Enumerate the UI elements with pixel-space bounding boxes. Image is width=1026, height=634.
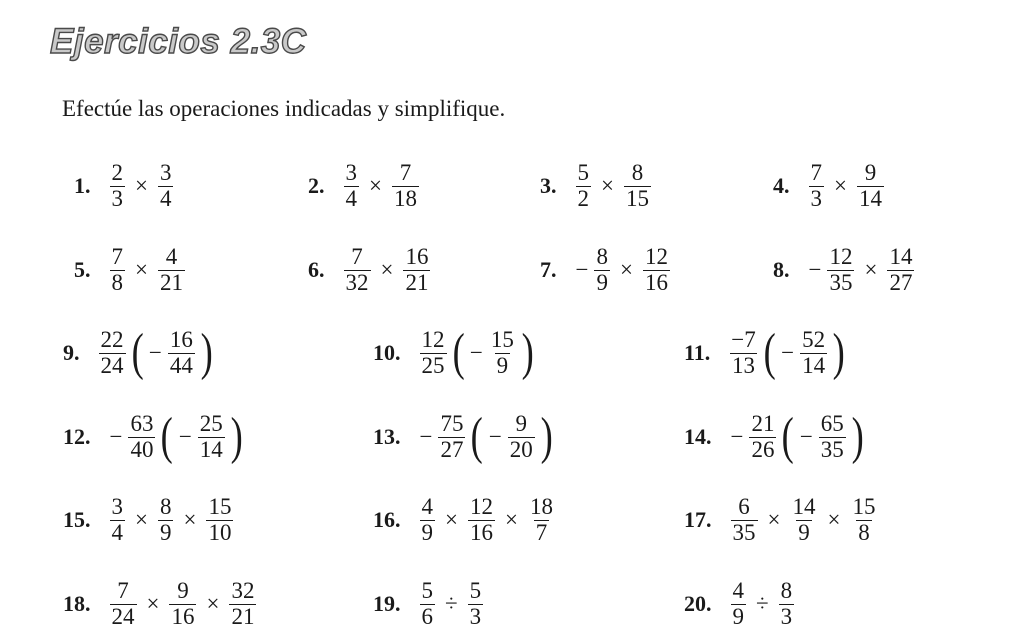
fraction — [819, 412, 846, 461]
numerator: 7 — [810, 160, 822, 186]
fraction — [790, 495, 817, 544]
denominator: 14 — [199, 436, 223, 462]
numerator: 7 — [117, 578, 129, 604]
exercise-item — [74, 240, 188, 300]
fraction — [206, 495, 233, 544]
denominator: 40 — [130, 436, 154, 462]
close-paren: ) — [540, 408, 553, 465]
numerator: 63 — [130, 411, 154, 437]
denominator: 10 — [208, 519, 232, 545]
denominator: 24 — [111, 603, 135, 629]
exercise-number: 16. — [373, 507, 401, 532]
minus-sign: − — [178, 424, 192, 449]
exercise-expression — [417, 579, 487, 628]
exercise-expression — [341, 161, 422, 210]
numerator: 9 — [177, 578, 189, 604]
denominator: 14 — [858, 185, 882, 211]
denominator: 4 — [159, 185, 172, 211]
exercise-expression — [573, 161, 654, 210]
denominator: 16 — [171, 603, 195, 629]
denominator: 14 — [802, 352, 826, 378]
numerator: 6 — [738, 494, 750, 520]
denominator: 35 — [829, 269, 853, 295]
multiplication-sign: × — [206, 591, 220, 616]
numerator: 7 — [399, 160, 412, 186]
fraction — [403, 245, 430, 294]
fraction — [857, 161, 884, 210]
fraction — [128, 412, 155, 461]
denominator: 26 — [751, 436, 775, 462]
fraction — [99, 328, 126, 377]
exercise-item — [684, 323, 847, 383]
minus-sign: − — [781, 340, 795, 365]
open-paren: ( — [763, 324, 776, 381]
numerator: 7 — [111, 244, 123, 270]
exercise-number: 5. — [74, 257, 91, 282]
denominator: 4 — [345, 185, 357, 211]
fraction — [420, 495, 436, 544]
exercise-number: 6. — [308, 257, 325, 282]
multiplication-sign: × — [369, 173, 382, 198]
fraction — [749, 412, 776, 461]
page-title: Ejercicios 2.3C — [50, 22, 307, 61]
exercise-number: 13. — [373, 424, 401, 449]
instructions: Efectúe las operaciones indicadas y simplifique. — [62, 96, 506, 121]
exercise-expression — [417, 324, 537, 381]
multiplication-sign: × — [834, 173, 847, 198]
denominator: 35 — [820, 436, 844, 462]
fraction — [827, 245, 854, 294]
minus-sign: − — [488, 424, 502, 449]
exercise-number: 15. — [63, 507, 91, 532]
fraction — [809, 161, 825, 210]
denominator: 25 — [421, 352, 445, 378]
multiplication-sign: × — [445, 507, 458, 532]
denominator: 6 — [421, 603, 433, 629]
numerator: 16 — [169, 327, 193, 353]
fraction — [438, 412, 465, 461]
fraction — [800, 328, 827, 377]
exercise-item — [308, 156, 422, 216]
denominator: 24 — [100, 352, 124, 378]
denominator: 21 — [231, 603, 255, 629]
minus-sign: − — [808, 257, 822, 282]
numerator: 4 — [421, 494, 433, 520]
fraction — [168, 328, 195, 377]
fraction — [850, 495, 877, 544]
open-paren: ( — [161, 408, 174, 465]
fraction — [729, 328, 757, 377]
fraction — [420, 328, 447, 377]
fraction — [344, 245, 371, 294]
fraction — [594, 245, 610, 294]
exercise-number: 19. — [373, 591, 401, 616]
close-paren: ) — [851, 408, 864, 465]
numerator: 18 — [529, 494, 553, 520]
numerator: 8 — [631, 160, 644, 186]
exercise-expression — [726, 324, 847, 381]
denominator: 3 — [810, 185, 822, 211]
exercise-expression — [107, 579, 260, 628]
numerator: 9 — [515, 411, 528, 437]
fraction — [158, 245, 185, 294]
exercise-item — [540, 156, 654, 216]
numerator: 12 — [829, 244, 853, 270]
numerator: 32 — [231, 578, 255, 604]
denominator: 9 — [421, 519, 433, 545]
minus-sign: − — [148, 340, 162, 365]
open-paren: ( — [131, 324, 144, 381]
numerator: 2 — [111, 160, 123, 186]
numerator: 75 — [440, 411, 464, 437]
denominator: 16 — [644, 269, 668, 295]
exercise-expression — [728, 408, 867, 465]
exercise-expression — [806, 245, 918, 294]
exercise-item — [373, 407, 555, 467]
numerator: 4 — [732, 578, 744, 604]
exercise-number: 3. — [540, 173, 557, 198]
fraction — [110, 495, 126, 544]
close-paren: ) — [200, 324, 213, 381]
fraction — [110, 245, 126, 294]
fraction — [344, 161, 360, 210]
close-paren: ) — [832, 324, 845, 381]
exercise-item — [373, 574, 486, 634]
exercise-item — [63, 323, 215, 383]
denominator: 21 — [159, 269, 183, 295]
numerator: 15 — [208, 494, 232, 520]
multiplication-sign: × — [601, 173, 614, 198]
denominator: 35 — [732, 519, 756, 545]
numerator: 12 — [421, 327, 445, 353]
minus-sign: − — [469, 340, 483, 365]
fraction — [576, 161, 592, 210]
numerator: 8 — [159, 494, 172, 520]
multiplication-sign: × — [827, 507, 841, 532]
minus-sign: − — [799, 424, 813, 449]
exercise-item — [773, 240, 917, 300]
exercise-number: 2. — [308, 173, 325, 198]
fraction — [110, 161, 126, 210]
fraction — [110, 579, 137, 628]
numerator: 21 — [751, 411, 775, 437]
exercise-expression — [417, 495, 558, 544]
denominator: 20 — [509, 436, 533, 462]
exercise-number: 12. — [63, 424, 91, 449]
multiplication-sign: × — [767, 507, 781, 532]
fraction — [643, 245, 670, 294]
numerator: 5 — [469, 578, 482, 604]
minus-sign: − — [575, 257, 589, 282]
exercise-item — [373, 490, 558, 550]
fraction — [392, 161, 419, 210]
denominator: 3 — [469, 603, 482, 629]
denominator: 8 — [858, 519, 870, 545]
fraction — [158, 495, 174, 544]
fraction — [158, 161, 174, 210]
exercise-item — [63, 407, 245, 467]
fraction — [887, 245, 914, 294]
denominator: 7 — [535, 519, 548, 545]
exercise-item — [684, 407, 866, 467]
minus-sign: − — [419, 424, 433, 449]
denominator: 2 — [577, 185, 589, 211]
exercise-expression — [728, 495, 881, 544]
denominator: 16 — [469, 519, 493, 545]
open-paren: ( — [471, 408, 484, 465]
numerator: 14 — [889, 244, 913, 270]
exercise-expression — [728, 579, 798, 628]
denominator: 9 — [159, 519, 172, 545]
denominator: 32 — [345, 269, 369, 295]
division-sign: ÷ — [756, 591, 769, 616]
numerator: 7 — [351, 244, 363, 270]
exercise-item — [63, 574, 259, 634]
exercise-item — [773, 156, 887, 216]
multiplication-sign: × — [135, 173, 148, 198]
multiplication-sign: × — [864, 257, 878, 282]
numerator: 3 — [111, 494, 123, 520]
multiplication-sign: × — [135, 257, 148, 282]
numerator: 12 — [644, 244, 668, 270]
exercise-expression — [806, 161, 887, 210]
numerator: 8 — [780, 578, 793, 604]
numerator: 8 — [596, 244, 608, 270]
numerator: −7 — [731, 327, 756, 353]
exercise-item — [308, 240, 433, 300]
open-paren: ( — [452, 324, 465, 381]
exercise-expression — [417, 408, 556, 465]
denominator: 9 — [496, 352, 509, 378]
fraction — [624, 161, 651, 210]
multiplication-sign: × — [380, 257, 394, 282]
open-paren: ( — [782, 408, 795, 465]
exercise-expression — [107, 495, 237, 544]
multiplication-sign: × — [183, 507, 197, 532]
denominator: 18 — [393, 185, 417, 211]
fraction — [731, 579, 747, 628]
fraction — [198, 412, 225, 461]
exercise-item — [74, 156, 176, 216]
multiplication-sign: × — [146, 591, 160, 616]
minus-sign: − — [730, 424, 744, 449]
numerator: 12 — [469, 494, 493, 520]
exercise-number: 11. — [684, 340, 711, 365]
denominator: 4 — [111, 519, 123, 545]
denominator: 9 — [596, 269, 608, 295]
division-sign: ÷ — [445, 591, 458, 616]
numerator: 4 — [165, 244, 178, 270]
fraction — [508, 412, 535, 461]
exercise-expression — [573, 245, 673, 294]
denominator: 3 — [111, 185, 123, 211]
exercise-number: 20. — [684, 591, 712, 616]
denominator: 44 — [169, 352, 193, 378]
multiplication-sign: × — [135, 507, 148, 532]
numerator: 5 — [577, 160, 589, 186]
numerator: 3 — [159, 160, 172, 186]
denominator: 9 — [732, 603, 744, 629]
numerator: 15 — [852, 494, 876, 520]
fraction — [229, 579, 256, 628]
fraction — [731, 495, 758, 544]
exercise-expression — [341, 245, 434, 294]
denominator: 27 — [440, 436, 464, 462]
exercise-item — [63, 490, 236, 550]
denominator: 9 — [798, 519, 810, 545]
denominator: 21 — [405, 269, 429, 295]
denominator: 15 — [625, 185, 649, 211]
exercise-expression — [107, 245, 188, 294]
exercise-item — [540, 240, 673, 300]
exercise-number: 18. — [63, 591, 91, 616]
numerator: 3 — [345, 160, 357, 186]
exercise-item — [684, 490, 880, 550]
exercise-item — [684, 574, 797, 634]
numerator: 22 — [100, 327, 124, 353]
numerator: 25 — [199, 411, 223, 437]
exercise-item — [373, 323, 536, 383]
denominator: 27 — [889, 269, 913, 295]
numerator: 15 — [490, 327, 514, 353]
fraction — [779, 579, 795, 628]
exercise-number: 10. — [373, 340, 401, 365]
fraction — [489, 328, 516, 377]
close-paren: ) — [230, 408, 243, 465]
exercise-number: 14. — [684, 424, 712, 449]
denominator: 3 — [780, 603, 793, 629]
fraction — [420, 579, 436, 628]
fraction — [528, 495, 555, 544]
numerator: 9 — [864, 160, 877, 186]
exercise-number: 7. — [540, 257, 557, 282]
close-paren: ) — [521, 324, 534, 381]
numerator: 14 — [792, 494, 816, 520]
multiplication-sign: × — [504, 507, 518, 532]
numerator: 65 — [820, 411, 844, 437]
fraction — [169, 579, 196, 628]
numerator: 52 — [802, 327, 826, 353]
minus-sign: − — [109, 424, 123, 449]
denominator: 8 — [111, 269, 123, 295]
exercise-number: 8. — [773, 257, 790, 282]
fraction — [468, 579, 484, 628]
exercise-number: 4. — [773, 173, 790, 198]
exercise-number: 17. — [684, 507, 712, 532]
exercise-number: 9. — [63, 340, 80, 365]
exercise-expression — [96, 324, 216, 381]
numerator: 5 — [421, 578, 433, 604]
denominator: 13 — [732, 352, 756, 378]
multiplication-sign: × — [619, 257, 633, 282]
numerator: 16 — [405, 244, 429, 270]
exercise-number: 1. — [74, 173, 91, 198]
exercise-expression — [107, 161, 177, 210]
fraction — [468, 495, 495, 544]
exercise-expression — [107, 408, 246, 465]
